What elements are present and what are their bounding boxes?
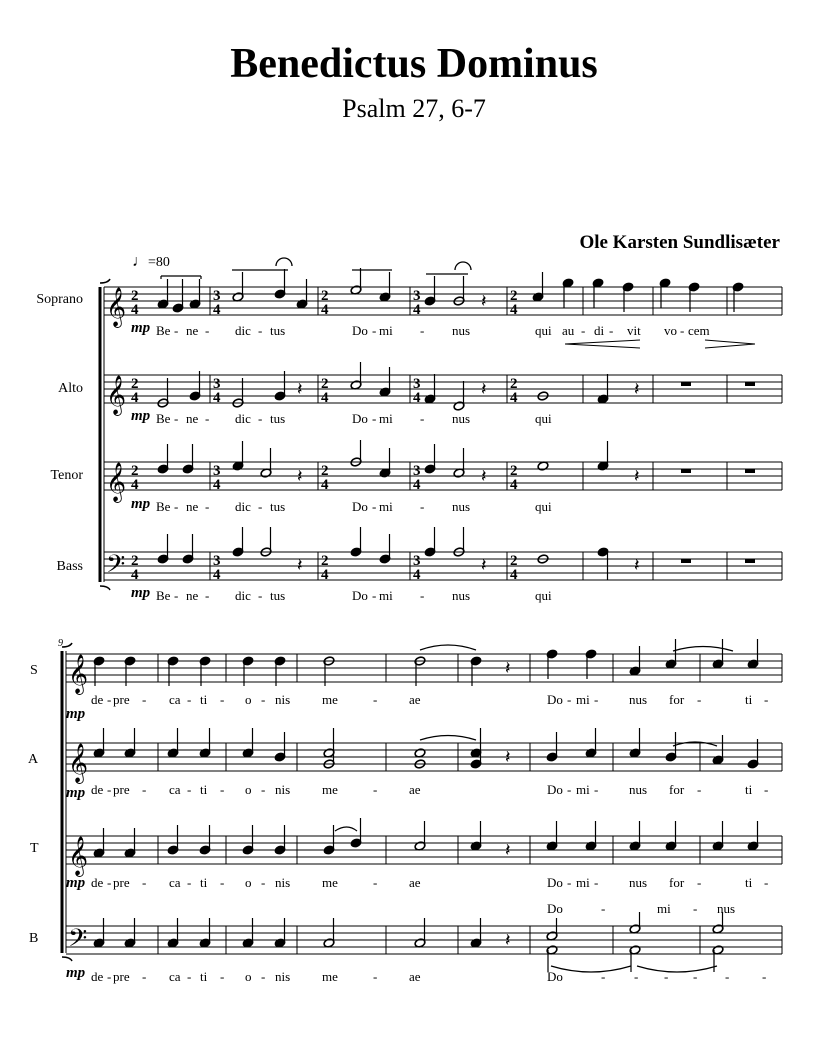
lyric-syllable: nus	[629, 782, 648, 797]
lyric-hyphen: -	[697, 875, 702, 890]
lyric-syllable: ne	[186, 588, 199, 603]
lyric-hyphen: -	[220, 875, 225, 890]
lyric-hyphen: -	[261, 969, 266, 984]
svg-text:𝄽: 𝄽	[481, 379, 487, 400]
svg-text:4: 4	[213, 390, 221, 406]
lyric-syllable: me	[322, 875, 338, 890]
lyric-syllable: cem	[688, 323, 710, 338]
lyric-syllable: o	[245, 875, 252, 890]
lyric-hyphen: -	[581, 323, 586, 338]
lyric-hyphen: -	[258, 323, 263, 338]
lyric-hyphen: -	[764, 692, 769, 707]
lyric-hyphen: -	[187, 782, 192, 797]
svg-text:4: 4	[213, 477, 221, 493]
svg-text:4: 4	[321, 567, 329, 583]
voice-label-alto: Alto	[58, 381, 83, 396]
staff-tenor	[104, 462, 782, 490]
lyric-syllable: ti	[200, 969, 208, 984]
lyric-syllable: mi	[657, 901, 671, 916]
svg-text:2: 2	[321, 376, 329, 392]
dynamic-mp: mp	[131, 496, 151, 512]
lyric-syllable: vit	[627, 323, 641, 338]
lyric-hyphen: -	[220, 782, 225, 797]
svg-text:𝄽: 𝄽	[634, 555, 640, 576]
lyric-syllable: de	[91, 969, 104, 984]
svg-text:4: 4	[413, 390, 421, 406]
lyric-syllable: mi	[576, 692, 590, 707]
lyric-hyphen: -	[107, 969, 112, 984]
lyric-syllable: vo	[664, 323, 677, 338]
lyric-hyphen: -	[764, 782, 769, 797]
dynamic-mp: mp	[66, 965, 86, 981]
lyric-hyphen: -	[601, 969, 606, 984]
svg-text:2: 2	[510, 553, 518, 569]
lyric-syllable: for	[669, 692, 685, 707]
dynamic-mp: mp	[66, 706, 86, 722]
lyric-syllable: nus	[717, 901, 736, 916]
lyric-hyphen: -	[594, 782, 599, 797]
lyric-syllable: di	[594, 323, 605, 338]
svg-text:𝄞: 𝄞	[68, 743, 89, 783]
lyric-syllable: mi	[379, 323, 393, 338]
lyric-syllable: pre	[113, 875, 130, 890]
lyric-syllable: Be	[156, 499, 171, 514]
lyric-hyphen: -	[187, 875, 192, 890]
svg-text:4: 4	[213, 567, 221, 583]
tenor-notes	[157, 440, 609, 478]
lyric-hyphen: -	[142, 692, 147, 707]
staff-alto	[104, 375, 782, 403]
svg-text:4: 4	[131, 302, 139, 318]
lyric-syllable: Do	[547, 875, 563, 890]
bass-notes	[93, 912, 724, 972]
lyric-syllable: Do	[352, 588, 368, 603]
fermata-icon	[276, 258, 471, 270]
svg-text:4: 4	[510, 567, 518, 583]
lyric-hyphen: -	[258, 411, 263, 426]
lyric-hyphen: -	[205, 411, 210, 426]
svg-text:𝄢: 𝄢	[106, 550, 126, 585]
rest-icon	[297, 291, 640, 576]
lyric-syllable: ae	[409, 692, 421, 707]
lyric-syllable: dic	[235, 323, 251, 338]
lyric-syllable: for	[669, 782, 685, 797]
lyric-syllable: nis	[275, 782, 291, 797]
lyric-hyphen: -	[107, 692, 112, 707]
staff-soprano	[104, 287, 782, 315]
lyric-hyphen: -	[420, 323, 425, 338]
svg-text:𝄽: 𝄽	[634, 379, 640, 400]
svg-text:𝄞: 𝄞	[106, 375, 127, 415]
lyric-syllable: tus	[270, 588, 286, 603]
svg-text:4: 4	[413, 477, 421, 493]
bass-clef-icon	[106, 550, 125, 585]
svg-text:2: 2	[131, 463, 139, 479]
lyric-syllable: ti	[745, 875, 753, 890]
lyric-syllable: Do	[547, 692, 563, 707]
lyric-syllable: Do	[352, 411, 368, 426]
svg-text:𝄽: 𝄽	[481, 555, 487, 576]
lyric-syllable: nus	[452, 588, 471, 603]
svg-text:4: 4	[413, 302, 421, 318]
lyric-syllable: tus	[270, 323, 286, 338]
lyric-hyphen: -	[205, 499, 210, 514]
lyric-hyphen: -	[762, 969, 767, 984]
lyric-syllable: nis	[275, 692, 291, 707]
lyric-syllable: dic	[235, 588, 251, 603]
svg-text:4: 4	[213, 302, 221, 318]
lyric-syllable: ne	[186, 323, 199, 338]
dynamic-mp: mp	[131, 320, 151, 336]
dynamic-mp: mp	[131, 408, 151, 424]
svg-text:2: 2	[321, 463, 329, 479]
lyric-hyphen: -	[697, 782, 702, 797]
lyric-hyphen: -	[373, 875, 378, 890]
lyric-syllable: me	[322, 692, 338, 707]
dynamic-mp: mp	[66, 875, 86, 891]
svg-text:4: 4	[413, 567, 421, 583]
lyric-hyphen: -	[107, 782, 112, 797]
rest-icon	[505, 658, 511, 951]
lyric-hyphen: -	[634, 969, 639, 984]
lyric-syllable: Do	[352, 499, 368, 514]
lyric-hyphen: -	[693, 969, 698, 984]
lyric-syllable: Do	[547, 901, 563, 916]
lyric-syllable: ca	[169, 969, 181, 984]
dynamic-mp: mp	[66, 785, 86, 801]
lyric-hyphen: -	[420, 588, 425, 603]
lyric-syllable: Do	[352, 323, 368, 338]
lyric-hyphen: -	[680, 323, 685, 338]
svg-text:𝄽: 𝄽	[297, 466, 303, 487]
svg-text:3: 3	[213, 463, 221, 479]
lyric-hyphen: -	[372, 588, 377, 603]
lyric-hyphen: -	[725, 969, 730, 984]
lyric-hyphen: -	[187, 692, 192, 707]
lyric-syllable: Do	[547, 969, 563, 984]
svg-text:𝄞: 𝄞	[106, 462, 127, 502]
voice-label-tenor: Tenor	[50, 468, 83, 483]
lyric-hyphen: -	[261, 875, 266, 890]
lyric-syllable: dic	[235, 499, 251, 514]
lyric-hyphen: -	[420, 499, 425, 514]
lyric-syllable: me	[322, 782, 338, 797]
lyric-syllable: Be	[156, 323, 171, 338]
staff-bass	[104, 552, 782, 580]
lyric-syllable: nis	[275, 875, 291, 890]
lyric-syllable: ti	[200, 875, 208, 890]
svg-text:4: 4	[131, 390, 139, 406]
alto-notes	[93, 728, 759, 769]
svg-text:3: 3	[213, 376, 221, 392]
lyric-syllable: o	[245, 692, 252, 707]
voice-abbr-bass: B	[29, 931, 39, 946]
soprano-notes	[157, 268, 744, 313]
svg-text:𝄽: 𝄽	[505, 930, 511, 951]
svg-text:2: 2	[321, 553, 329, 569]
svg-text:4: 4	[131, 477, 139, 493]
quarter-note-icon: ♩	[132, 253, 148, 270]
ties	[335, 645, 736, 972]
lyric-syllable: ti	[200, 692, 208, 707]
svg-text:𝄽: 𝄽	[505, 658, 511, 679]
lyric-hyphen: -	[567, 692, 572, 707]
svg-text:4: 4	[510, 477, 518, 493]
svg-text:𝄽: 𝄽	[481, 466, 487, 487]
lyric-syllable: mi	[379, 588, 393, 603]
svg-text:2: 2	[510, 376, 518, 392]
lyric-syllable: ae	[409, 969, 421, 984]
lyric-hyphen: -	[693, 901, 698, 916]
svg-text:𝄽: 𝄽	[505, 747, 511, 768]
lyric-hyphen: -	[594, 692, 599, 707]
lyric-hyphen: -	[174, 588, 179, 603]
svg-text:3: 3	[413, 288, 421, 304]
lyric-syllable: de	[91, 875, 104, 890]
lyric-syllable: de	[91, 692, 104, 707]
whole-rest-icon	[681, 382, 755, 563]
svg-text:2: 2	[131, 288, 139, 304]
svg-text:4: 4	[510, 302, 518, 318]
voice-abbr-soprano: S	[30, 663, 38, 678]
svg-text:4: 4	[510, 390, 518, 406]
lyric-hyphen: -	[567, 875, 572, 890]
lyric-syllable: dic	[235, 411, 251, 426]
lyric-syllable: ti	[745, 782, 753, 797]
measure-number: 9	[58, 638, 63, 649]
lyric-syllable: mi	[576, 782, 590, 797]
lyric-syllable: Be	[156, 588, 171, 603]
lyric-hyphen: -	[174, 499, 179, 514]
lyric-syllable: Be	[156, 411, 171, 426]
svg-text:4: 4	[321, 302, 329, 318]
lyric-hyphen: -	[372, 499, 377, 514]
svg-text:2: 2	[510, 463, 518, 479]
lyric-syllable: pre	[113, 782, 130, 797]
svg-text:𝄽: 𝄽	[297, 379, 303, 400]
lyric-hyphen: -	[220, 969, 225, 984]
voice-abbr-tenor: T	[30, 841, 39, 856]
dynamic-mp: mp	[131, 585, 151, 601]
lyric-hyphen: -	[107, 875, 112, 890]
lyric-hyphen: -	[567, 782, 572, 797]
soprano-notes	[93, 639, 759, 686]
time-signatures	[131, 288, 518, 583]
lyric-hyphen: -	[373, 969, 378, 984]
svg-text:4: 4	[131, 567, 139, 583]
lyric-syllable: me	[322, 969, 338, 984]
lyric-hyphen: -	[261, 692, 266, 707]
voice-label-soprano: Soprano	[36, 292, 83, 307]
lyric-hyphen: -	[601, 901, 606, 916]
lyric-syllable: o	[245, 782, 252, 797]
lyric-syllable: nus	[629, 692, 648, 707]
lyric-syllable: ne	[186, 411, 199, 426]
lyric-syllable: mi	[379, 499, 393, 514]
lyric-syllable: tus	[270, 411, 286, 426]
svg-text:𝄢: 𝄢	[68, 924, 88, 959]
lyric-syllable: qui	[535, 588, 552, 603]
voice-label-bass: Bass	[56, 559, 83, 574]
lyric-syllable: ca	[169, 782, 181, 797]
lyric-hyphen: -	[258, 588, 263, 603]
lyric-syllable: ti	[745, 692, 753, 707]
lyric-syllable: nis	[275, 969, 291, 984]
lyric-syllable: nus	[452, 499, 471, 514]
tempo-value: =80	[148, 255, 170, 270]
svg-text:3: 3	[213, 288, 221, 304]
svg-text:3: 3	[413, 376, 421, 392]
lyric-syllable: mi	[576, 875, 590, 890]
lyric-syllable: qui	[535, 499, 552, 514]
lyric-hyphen: -	[373, 782, 378, 797]
lyric-hyphen: -	[261, 782, 266, 797]
lyric-syllable: nus	[629, 875, 648, 890]
lyric-syllable: for	[669, 875, 685, 890]
lyric-hyphen: -	[205, 588, 210, 603]
lyric-hyphen: -	[142, 875, 147, 890]
piece-title: Benedictus Dominus	[230, 41, 598, 87]
bass-notes	[157, 527, 609, 580]
svg-text:𝄽: 𝄽	[505, 840, 511, 861]
alto-notes	[157, 362, 609, 411]
lyric-syllable: nus	[452, 411, 471, 426]
barlines-system-2	[158, 654, 782, 954]
lyric-syllable: Do	[547, 782, 563, 797]
lyric-hyphen: -	[187, 969, 192, 984]
svg-text:2: 2	[131, 553, 139, 569]
lyric-syllable: ae	[409, 782, 421, 797]
lyric-hyphen: -	[142, 969, 147, 984]
lyric-syllable: ca	[169, 875, 181, 890]
svg-text:4: 4	[321, 477, 329, 493]
lyric-hyphen: -	[609, 323, 614, 338]
lyric-hyphen: -	[664, 969, 669, 984]
lyric-hyphen: -	[372, 411, 377, 426]
lyric-syllable: ae	[409, 875, 421, 890]
svg-text:4: 4	[321, 390, 329, 406]
svg-text:2: 2	[321, 288, 329, 304]
lyric-hyphen: -	[764, 875, 769, 890]
barlines-system-1	[210, 287, 782, 580]
svg-text:3: 3	[213, 553, 221, 569]
svg-text:𝄞: 𝄞	[68, 836, 89, 876]
tenor-notes	[93, 818, 759, 858]
svg-text:2: 2	[510, 288, 518, 304]
lyric-hyphen: -	[372, 323, 377, 338]
lyric-syllable: o	[245, 969, 252, 984]
lyric-syllable: qui	[535, 411, 552, 426]
svg-text:3: 3	[413, 553, 421, 569]
svg-text:2: 2	[131, 376, 139, 392]
lyric-hyphen: -	[220, 692, 225, 707]
lyric-syllable: au	[562, 323, 575, 338]
bass-clef-icon	[68, 924, 87, 959]
voice-abbr-alto: A	[28, 752, 39, 767]
lyric-hyphen: -	[258, 499, 263, 514]
lyric-syllable: ca	[169, 692, 181, 707]
lyric-syllable: ti	[200, 782, 208, 797]
crescendo-hairpin	[565, 340, 755, 348]
lyric-hyphen: -	[142, 782, 147, 797]
lyric-hyphen: -	[373, 692, 378, 707]
composer-name: Ole Karsten Sundlisæter	[579, 232, 780, 253]
lyric-syllable: de	[91, 782, 104, 797]
treble-clef-icon	[106, 287, 126, 503]
svg-text:3: 3	[413, 463, 421, 479]
treble-clef-icon	[68, 654, 88, 877]
svg-text:𝄽: 𝄽	[481, 291, 487, 312]
svg-text:𝄞: 𝄞	[106, 287, 127, 327]
piece-subtitle: Psalm 27, 6-7	[342, 94, 486, 123]
lyric-hyphen: -	[420, 411, 425, 426]
lyric-syllable: mi	[379, 411, 393, 426]
lyric-hyphen: -	[174, 411, 179, 426]
lyric-syllable: tus	[270, 499, 286, 514]
lyric-syllable: pre	[113, 969, 130, 984]
lyric-syllable: pre	[113, 692, 130, 707]
svg-text:𝄽: 𝄽	[634, 466, 640, 487]
lyric-hyphen: -	[205, 323, 210, 338]
svg-text:𝄽: 𝄽	[297, 555, 303, 576]
lyric-syllable: nus	[452, 323, 471, 338]
lyric-syllable: qui	[535, 323, 552, 338]
lyric-hyphen: -	[594, 875, 599, 890]
lyric-hyphen: -	[697, 692, 702, 707]
svg-text:𝄞: 𝄞	[68, 654, 89, 694]
lyric-hyphen: -	[174, 323, 179, 338]
lyric-syllable: ne	[186, 499, 199, 514]
